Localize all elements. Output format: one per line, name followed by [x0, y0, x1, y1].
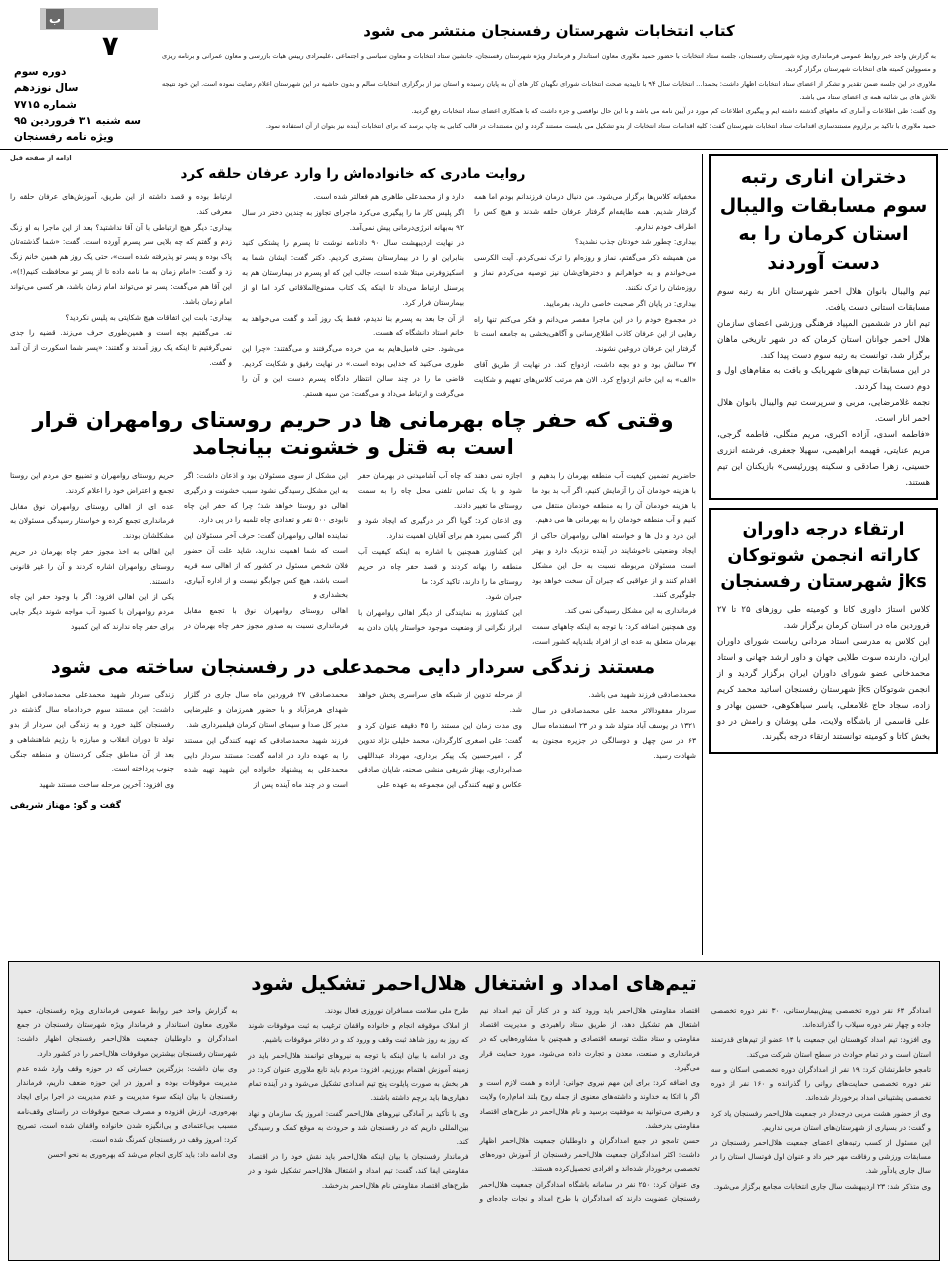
continued-from-note: ادامه از صفحه قبل: [10, 154, 72, 162]
masthead-line-date: سه شنبه ۳۱ فروردین ۹۵: [14, 114, 142, 127]
paragraph: تیم انار در ششمین المپیاد فرهنگی ورزشی اعضای سازمان هلال احمر جوانان استان کرمان که در شهر تاریخی ماهان برگزار شد، توانست به رتبه سوم دست پیدا کند.: [717, 318, 930, 361]
paragraph: تیم والیبال بانوان هلال احمر شهرستان انار به رتبه سوم مسابقات استانی دست یافت.: [717, 287, 930, 313]
masthead-line-period: دوره سوم: [14, 66, 67, 78]
paragraph: بیداری: بابت این اتفاقات هیچ شکایتی به پلیس نکردید؟: [65, 312, 232, 322]
paragraph: بیداری: در پایان اگر صحبت خاصی دارید، بفرمایید.: [543, 298, 696, 308]
headline-part-1: ارتقاء درجه داوران کاراته انجمن شوتوکان: [727, 519, 920, 566]
paragraph: فرمانداری به این مشکل رسیدگی نمی کند.: [564, 606, 696, 616]
bottom-body: [17, 1004, 931, 1206]
article-body-well: [10, 469, 696, 650]
article-well-drilling: [10, 407, 696, 649]
headline-part-2: شهرستان رفسنجان: [720, 572, 893, 593]
paragraph: وی از حضور هشت مربی درجه‌دار در جمعیت هلال‌احمر رفسنجان یاد کرد و گفت: در بسیاری از شهرستان‌های استان مربی نداریم.: [710, 1108, 931, 1132]
paragraph: در این مسابقات تیم‌های شهربابک و بافت به مقام‌های اول و دوم دست پیدا کردند.: [717, 366, 930, 393]
lead-paragraph: وی گفت: طی اطلاعات و آماری که ماههای گذشته داشته ایم و پیگیری اطلاعات کم مورد در آیین نامه می باشد و با این حال نواقصی و جزء داشت که با همکاری اعضای ستاد انتخابات رفع گردید.: [411, 107, 936, 116]
paragraph: «فاطمه اسدی، آزاده اکبری، مریم منگلی، فاطمه گرجی، مریم عنایتی، فهیمه ابراهیمی، سهیلا جعفری، فرشته انزری حسینی، زهرا صادقی و سکینه پوررئیسی» بازیکنان این تیم هستند.: [717, 430, 930, 488]
article-documentary: [10, 656, 696, 811]
paragraph: مخفیانه کلاس‌ها برگزار می‌شود. من دنبال درمان فرزندانم بودم اما همه گرفتار شدیم. همه طایفه‌ام گرفتار عرفان حلقه شدند و هیچ کس را اطراف خودم ندارم.: [474, 192, 696, 231]
lead-body: [162, 50, 936, 133]
paragraph: فرزند شهید محمدصادقی که تهیه کنندگی این مستند را به عهده دارد در ادامه گفت: مستند سردار دایی محمدعلی به پیشنهاد خانواده این شهید تهیه شده است و در چند ماه آینده پس از: [184, 735, 348, 790]
lead-headline: کتاب انتخابات شهرستان رفسنجان منتشر می شود: [363, 22, 735, 40]
paragraph: وی بیان داشت: بزرگترین خسارتی که در حوزه وقف وارد شده عدم مدیریت موقوفات بوده و امروز در این حوزه ضعف داریم، فرماندار رفسنجان با بیان اینکه سوء مدیریت و عدم مدیریت در اجرا برای ایجاد بهره‌وری، ارزش افزوده و مصرف صحیح موقوفات در راستای وقف‌نامه مسبب بی‌اعتمادی و بی‌انگیزه شدن خانواده واقفان شده است، تصریح کرد: امروز وقف در رفسنجان کمرنگ شده است.: [17, 1063, 238, 1144]
paragraph: ارتباط بوده و قصد داشته از این طریق، آموزش‌های عرفان حلقه را معرفی کند.: [10, 192, 232, 216]
sidebar-headline-karate: [717, 517, 930, 596]
paragraph: بیداری: دیگر هیچ ارتباطی با آن آقا نداشتید؟ بعد از این ماجرا به او زنگ زدم و گفتم که چه بلایی سر پسرم آورده است. گفت: «شما گذشته‌تان پاک بوده و پسر تو پذیرفته شده است»، حتی یک روز هم همین خانم زنگ زد و گفت: «امام زمان به ما نامه داده تا از پسر تو محافظت کنیم(!)»، این آقا هم می‌گفت: پسر تو می‌تواند امام زمان باشد، هر کسی می‌تواند امام زمان باشد.: [10, 222, 232, 306]
article-body-erfan: [10, 190, 696, 401]
masthead-line-issue: شماره ۷۷۱۵: [14, 98, 77, 111]
main-body: [8, 154, 702, 955]
bottom-headline: تیم‌های امداد و اشتغال هلال‌احمر تشکیل شود: [251, 971, 697, 995]
article-headline-documentary: مستند زندگی سردار دایی محمدعلی در رفسنجان ساخته می شود: [50, 655, 656, 678]
masthead-lead-article: [158, 6, 940, 135]
paragraph: امدادگر ۶۴ نفر دوره تخصصی پیش‌بیمارستانی، ۳۰ نفر دوره تخصصی جاده و چهار نفر دوره سیلاب را گذرانده‌اند.: [710, 1006, 931, 1030]
masthead-info-lines: [14, 64, 158, 145]
paragraph: وی عنوان کرد: ۲۵۰ نفر در سامانه باشگاه امدادگران جمعیت هلال‌احمر رفسنجان عضویت دارند که امدادگران با طرح امداد و نجات جاده‌ای و طرح ملی سلامت مسافران نوروزی فعال بودند.: [324, 1006, 700, 1203]
paragraph: از مرحله تدوین از شبکه های سراسری پخش خواهد شد.: [358, 690, 522, 715]
paragraph: وی همچنین اضافه کرد: با توجه به اینکه چاههای سمت بهرمان متعلق به عده ای از افراد بلندپایه کشور است، اجازه نمی دهند که چاه آب آشامیدنی در بهرمان حفر شود و با یک تماس تلفنی محل چاه را به سمت روستای ما تغییر دادند.: [358, 470, 696, 646]
paragraph: این کشاورز به نمایندگی از دیگر اهالی روامهران با ابراز نگرانی از وضعیت موجود خواستار پایان دادن به این مشکل از سوی مسئولان بود و اذعان داشت: اگر به این مشکل رسیدگی نشود سبب خشونت و درگیری اهالی دو روستا خواهد شد؛ چرا که حفر این چاه نابودی ۵۰۰ نفر و تعدادی چاه تلمبه را در پی دارد.: [184, 470, 522, 632]
lead-paragraph: به گزارش واحد خبر روابط عمومی فرمانداری ویژه شهرستان رفسنجان، جلسه ستاد انتخابات با حضور حمید ملاوری معاون استاندار و فرماندار ویژه شهرستان رفسنجان، جانشین ستاد انتخابات و معاون سیاسی و اجتماعی ،علیمرادی رییس هیات بازرسی و معاون عمرانی و برنامه ریزی و مسوولین کمیته های انتخابات شهرستان برگزار گردید.: [162, 52, 936, 73]
paragraph: حسن تامجو در جمع امدادگران و داوطلبان جمعیت هلال‌احمر اظهار داشت: اکثر امدادگران جمعیت هلال‌احمر رفسنجان از آموزش دوره‌های تخصصی برخوردار شده‌اند و افرادی تحصیل‌کرده هستند.: [479, 1135, 700, 1174]
paragraph: حاضریم تضمین کیفیت آب منطقه بهرمان را بدهیم و با هزینه خودمان آن را آزمایش کنیم، اگر آب بد بود ما با هزینه خودمان آن را به منطقه خودمان منتقل می کنیم و آب منطقه خودمان را به بهرمانی ها می دهیم.: [532, 470, 696, 525]
paragraph: کلاس استاژ داوری کاتا و کومیته طی روزهای ۲۵ تا ۲۷ فروردین ماه در استان کرمان برگزار شد.: [717, 605, 930, 632]
paragraph: به گزارش واحد خبر روابط عمومی فرمانداری ویژه رفسنجان، حمید ملاوری معاون استاندار و فرماندار ویژه شهرستان رفسنجان در جمع امدادگران و داوطلبان جمعیت هلال‌احمر رفسنجان اظهار داشت: شهرستان رفسنجان بیشترین موقوفات هلال‌احمر را در کشور دارد.: [17, 1006, 238, 1058]
sidebar-right: [702, 154, 940, 955]
sidebar-headline-volleyball: دختران اناری رتبه سوم مسابقات والیبال استان کرمان را به دست آوردند: [719, 166, 928, 274]
paragraph: نجمه غلامرضایی، مربی و سرپرست تیم والیبال بانوان هلال احمر انار است.: [717, 398, 930, 425]
paragraph: یکی از این اهالی افزود: اگر با وجود حفر این چاه مردم روامهران با کمبود آب مواجه شوند دیگر جایی برای حفر چاه ندارند که این کمبود: [10, 592, 174, 631]
paragraph: نه. می‌گفتیم بچه است و همین‌طوری حرف می‌زند. قضیه را جدی نمی‌گرفتیم تا اینکه یک روز آمدند و گفتند: «پسر شما اسکورت از آن آمد و گفت.: [10, 328, 232, 367]
article-erfan-halgheh: [10, 154, 696, 401]
lead-paragraph: حمید ملاوری با تاکید بر برلزوم مستندسازی اقدامات ستاد انتخابات شهرستان گفت: کلیه اقدامات ستاد انتخابات از بدو تشکیل می بایست مستند گردد و این مستندات در قالب کتابی به چاپ برسد که برای انتخابات آینده نیز بتوان از آن استفاده نمود.: [265, 122, 936, 131]
paragraph: نماینده اهالی روامهران گفت: حرف آخر مسئولان این است که شما اهمیت ندارید، شاید علت آن حضور فلان شخص مسئول در کشور که از اهالی سه قریه است باشد، هیچ کس جوابگو نیست و از اداره آبیاری، بخشداری و: [184, 531, 348, 600]
headline-kks-label: jks: [898, 572, 927, 593]
masthead-brand: [8, 6, 158, 145]
paragraph: در نهایت اردیبهشت سال ۹۰ دادنامه نوشت تا پسرم را پشتکی کنید بنابراین او را در بیمارستان بستری کردیم. دکتر گفت: ایشان شما به اسکیزوفرنی مبتلا شده است، جالب این که او پسرم در بیمارستان هم به پرسنل ارتباط می‌داد تا اینکه یک کتاب ممنوع‌الملاقاتی کرد اما او از بیمارستان فرار کرد.: [242, 238, 464, 307]
paragraph: وی مدت زمان این مستند را ۴۵ دقیقه عنوان کرد و گفت: علی اصغری کارگردان، محمد خلیلی نژاد تدوین گر ، امیرحسین یک پیکر برداری، مهرداد عبداللهی صدابرداری، بهناز شریفی منشی صحنه، شایان صادقی عکاس و تهیه کنندگی این مجموعه به عهده علی: [358, 721, 522, 790]
paragraph: وی افزود: تیم امداد کوهستان این جمعیت با ۱۴ عضو از تیم‌های قدرتمند استان است و در تمام حوادث در سطح استان شرکت می‌کند.: [710, 1035, 931, 1059]
paragraph: جبران شود.: [485, 592, 522, 602]
article-body-documentary: [10, 688, 696, 793]
paragraph: محمدصادقی فرزند شهید می باشد.: [588, 690, 696, 700]
paragraph: فرماندار رفسنجان با بیان اینکه هلال‌احمر باید نقش خود را در اقتصاد مقاومتی ایفا کند، گفت: تیم امداد و اشتغال هلال‌احمر تشکیل شود و در طرح‌های اقتصاد مقاومتی نام هلال‌احمر بدرخشد.: [248, 1152, 469, 1190]
paragraph: وی اذعان کرد: گویا اگر در درگیری که ایجاد شود و اگر کسی بمیرد هم برای آقایان اهمیت ندارد.: [358, 516, 522, 541]
paragraph: از آن جا بعد به پسرم بنا ندیدم، فقط یک روز آمد و گفت می‌خواهد به خانم استاد دانشگاه که هست.: [242, 313, 464, 338]
paragraph: من همیشه ذکر می‌گفتم، نماز و روزه‌ام را ترک نمی‌کردم. آیت الکرسی می‌خواندم و به خواهرانم و دخترهای‌شان نیز توصیه می‌کردم نماز و روزه‌شان را ترک نکنند.: [474, 253, 696, 292]
masthead-line-year: سال نوزدهم: [14, 82, 79, 95]
paragraph: این کلاس به مدرسی استاد مردانی ریاست شورای داوران ایران، دارنده سوت طلایی جهان و داور ارشد جهانی و استاد محمدخانی عضو شورای داوران ایران برگزار گردید و از انجمن شوتوکان jks شهرستان رفسنجان اساتید محمد کریم زاده، سجاد حاج غلامعلی، یاسر سیاهکوهی، حسین بهادر و علی قاسمی از باشگاه ولایت، ملی پوشان و رامش در دو بخش کاتا و کومیته توانستند ارتقاء درجه بگیرند.: [717, 637, 930, 743]
paragraph: سردار مفقودالاثر محمد علی محمدصادقی در سال ۱۳۲۱ در یوسف آباد متولد شد و در ۲۳ اسفندماه سال ۶۳ در سن چهل و دوسالگی در جزیره مجنون به شهادت رسید.: [532, 706, 696, 760]
sidebar-article-volleyball: [709, 154, 938, 500]
paragraph: وی ادامه داد: باید کاری انجام می‌شد که بهره‌وری به نحو احسن: [47, 1150, 238, 1160]
paragraph: این کشاورز همچنین با اشاره به اینکه کیفیت آب منطقه را بهانه کردند و قصد حفر چاه در حریم روستای ما را دارند، تاکید کرد: ما: [358, 546, 522, 586]
paragraph: اهالی روستای روامهران نوق با تجمع مقابل فرمانداری نسبت به صدور مجوز حفر چاه بهرمان در حریم روستای روامهران و تضییع حق مردم این روستا تجمع و اعتراض خود را اعلام کردند.: [10, 470, 348, 630]
paragraph: اقتصاد مقاومتی هلال‌احمر باید ورود کند و در کنار آن تیم امداد نیم اشتغال هم تشکیل دهد، از طریق ستاد راهبردی و مدیریت اقتصاد مقاومتی و ستاد مثلث توسعه اقتصادی و همچنین با مشاوره‌هایی که در فرمانداری و صنعت، معدن و تجارت داده می‌شود، مورد حمایت قرار می‌گیرد.: [479, 1006, 700, 1072]
paragraph: وی افزود: آخرین مرحله ساخت مستند شهید: [39, 780, 174, 790]
paragraph: محمدصادقی ۲۷ فروردین ماه سال جاری در گلزار شهدای هرمزآباد و با حضور همرزمان و علیرضایی مدیر کل صدا و سیمای استان کرمان فیلمبرداری شد.: [184, 690, 348, 729]
paragraph: اگر پلیس کار ما را پیگیری می‌کرد ماجرای تجاوز به چندین دختر در سال ۹۲ به‌بهانه انرژی‌درمانی پیش نمی‌آمد.: [242, 207, 464, 232]
paragraph: این مسئول از کسب رتبه‌های اعضای جمعیت هلال‌احمر رفسنجان در مسابقات ورزشی و رفاقت مهر خیر داد و عنوان اول فوتسال استان را در سال جاری یادآور شد.: [710, 1137, 931, 1176]
paragraph: ۳۷ سالش بود و دو بچه داشت، ازدواج کند. در نهایت از طریق آقای «الف» به این خانم ازدواج کرد. الان هم مرتب کلاس‌های تفهیم و شکایت دارد و از محمدعلی طاهری هم فعالتر شده است.: [313, 192, 696, 384]
article-headline-well: وقتی که حفر چاه بهرمانی ها در حریم روستای روامهران قرار است به قتل و خشونت بیانجامد: [32, 408, 674, 459]
paragraph: وی متذکر شد: ۲۳ اردیبهشت سال جاری انتخابات مجامع برگزار می‌شود.: [713, 1181, 931, 1191]
article-headline-erfan: روایت مادری که خانواده‌اش را وارد عرفان حلقه کرد: [180, 166, 526, 182]
lead-paragraph: ملاوری در این جلسه ضمن تقدیر و تشکر از اعضای ستاد انتخابات اظهار داشت: بحمدا... انتخابات سال ۹۴ با تاییدیه صحت انتخابات شورای نگهبان کار های آن به پایان رسیده و استان نیز از برگزاری انتخابات سالم و بدون حاشیه در این شهرستان اعلام رضایت نموده است. این خود نتیجه تلاش های بی شائبه همه ی اعضای ستاد می باشد.: [162, 79, 936, 101]
sidebar-body-karate: [717, 603, 930, 746]
page-number: ۷: [102, 31, 119, 62]
sidebar-article-karate: [709, 508, 938, 755]
masthead: [0, 0, 948, 150]
masthead-line-supplement: ویژه نامه رفسنجان: [14, 131, 114, 144]
paragraph: وی اضافه کرد: برای این مهم نیروی جوانی: اراده و همت لازم است و اگر با اتکا به خداوند و داشته‌های معنوی از جمله روح بلند امام(ره) ولایت و رهبری می‌توانید به موفقیت برسید و نام هلال‌احمر در طرح‌های اقتصاد مقاومتی بدرخشد.: [479, 1078, 700, 1130]
paragraph: تامجو خاطرنشان کرد: ۱۹ نفر از امدادگران دوره تخصصی اسکان و سه نفر دوره تخصصی حمایت‌های روانی را گذرانده و ۱۶۰ نفر از دوره تخصصی پشتیبانی امداد برخوردار شده‌اند.: [710, 1064, 932, 1103]
paragraph: بیداری: چطور شد خودتان جذب نشدید؟: [574, 237, 696, 247]
paragraph: وی با تأکید بر آمادگی نیروهای هلال‌احمر گفت: امروز یک سازمان و نهاد بین‌المللی داریم که در رفسنجان شد و حرودث به موقع کمک و رسیدگی کند.: [248, 1108, 469, 1146]
sidebar-body-volleyball: [717, 285, 930, 492]
main-content-area: [0, 150, 948, 955]
newspaper-logo: [40, 8, 158, 30]
paragraph: زندگی سردار شهید محمدعلی محمدصادقی اظهار داشت: این مستند سوم خردادماه سال گذشته در رفسنجان کلید خورد و به زندگی این سردار از بدو تولد تا دوران انقلاب و مبارزه با رژیم شاهنشاهی و بعد از آن مناطق جنگی کردستان و منطقه جنگی جنوب پرداخته است.: [10, 690, 174, 774]
paragraph: عده ای از اهالی روستای روامهران نوق مقابل فرمانداری تجمع کرده و خواستار رسیدگی مسئولان به مشکلشان بودند.: [10, 501, 174, 541]
bottom-article-helal-ahmar: [8, 961, 940, 1261]
paragraph: می‌شود. حتی فامیل‌هایم به من خرده می‌گرفتند و می‌گفتند: «چرا این طوری می‌کنید که خدایی بوده است.» در نهایت رفیق و شکایت کردیم. قاضی ما را در چند سالن انتظار دادگاه پسرم دست این و آن را می‌گرفت و ارتباط می‌داد و می‌گفت: من سیه هستم.: [242, 344, 464, 398]
logo-glyph-icon: ب: [46, 9, 64, 29]
paragraph: از املاک موقوفه انجام و خانواده واقفان ترغیب به ثبت موقوفات شوند که روز به روز شاهد ثبت وقف و ورود کد و در دفاتر موقوفات باشیم.: [248, 1021, 469, 1045]
paragraph: این اهالی به اخذ مجوز حفر چاه بهرمان در حریم روستای روامهران اشاره کردند و آن را غیر قانونی دانستند.: [10, 546, 174, 586]
article-byline: گفت و گو: مهناز شریفی: [10, 801, 122, 812]
paragraph: وی در ادامه با بیان اینکه با توجه به نیروهای توانمند هلال‌احمر باید در زمینه آموزش اهتمام بورزیم، افزود: مردم باید تابع ملاوری عنوان کرد: در هر بخش به صورت پایلوت پنج تیم امدادی تشکیل می‌شود و در آینده تمام دهیاری‌ها باید برچم داشته باشند.: [248, 1050, 469, 1103]
paragraph: در مجموع خودم را در این ماجرا مقصر می‌دانم و فکر می‌کنم تنها راه رهایی از این عرفان کاذب اطلاع‌رسانی و آگاهی‌بخشی به جامعه است تا گرفتار این عرفان دروغین نشوند.: [474, 314, 696, 354]
paragraph: این درد و دل ها و خواسته اهالی روامهران حاکی از ایجاد وضعیتی ناخوشایند در آینده نزدیک دارد و بهتر است مسئولان مربوطه نسبت به حل این مشکل اقدام کنند و از عواقبی که جبران آن سخت خواهد بود جلوگیری کنند.: [532, 531, 696, 600]
